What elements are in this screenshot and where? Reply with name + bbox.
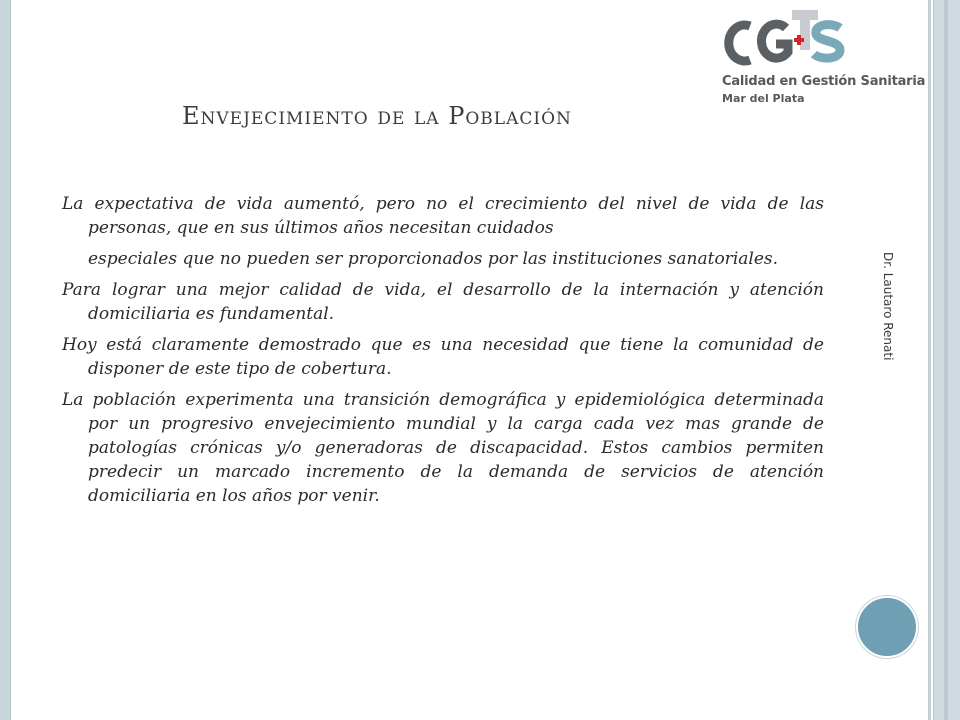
paragraph: Para lograr una mejor calidad de vida, el desarrollo de la internación y atención domiciliaria es fundamental. — [62, 280, 824, 324]
decorative-circle — [856, 596, 918, 658]
cgs-logo-mark — [716, 8, 928, 74]
right-decor-bar — [944, 0, 948, 720]
left-border — [0, 0, 11, 720]
cgs-logo — [716, 8, 928, 108]
paragraph: La población experimenta una transición demográfica y epidemiológica determinada por un progresivo envejecimiento mundial y la carga cada vez mas grande de patologías crónicas y/o generadoras de discapacidad. Estos cambios permiten predecir un marcado incremento de la demanda de servicios de atención domiciliaria en los años por venir. — [62, 390, 824, 506]
right-decor-bar — [928, 0, 931, 720]
slide-body — [62, 192, 824, 515]
author-name: Dr. Lautaro Renati — [881, 252, 895, 361]
paragraph: especiales que no pueden ser proporcionados por las instituciones sanatoriales. — [88, 249, 779, 269]
logo-location: Mar del Plata — [722, 92, 805, 105]
logo-tagline: Calidad en Gestión Sanitaria — [722, 74, 926, 89]
slide-title: Envejecimiento de la Población — [182, 102, 572, 130]
paragraph: Hoy está claramente demostrado que es una necesidad que tiene la comunidad de disponer de este tipo de cobertura. — [62, 335, 824, 379]
paragraph: La expectativa de vida aumentó, pero no el crecimiento del nivel de vida de las personas, que en sus últimos años necesitan cuidados — [62, 194, 824, 238]
